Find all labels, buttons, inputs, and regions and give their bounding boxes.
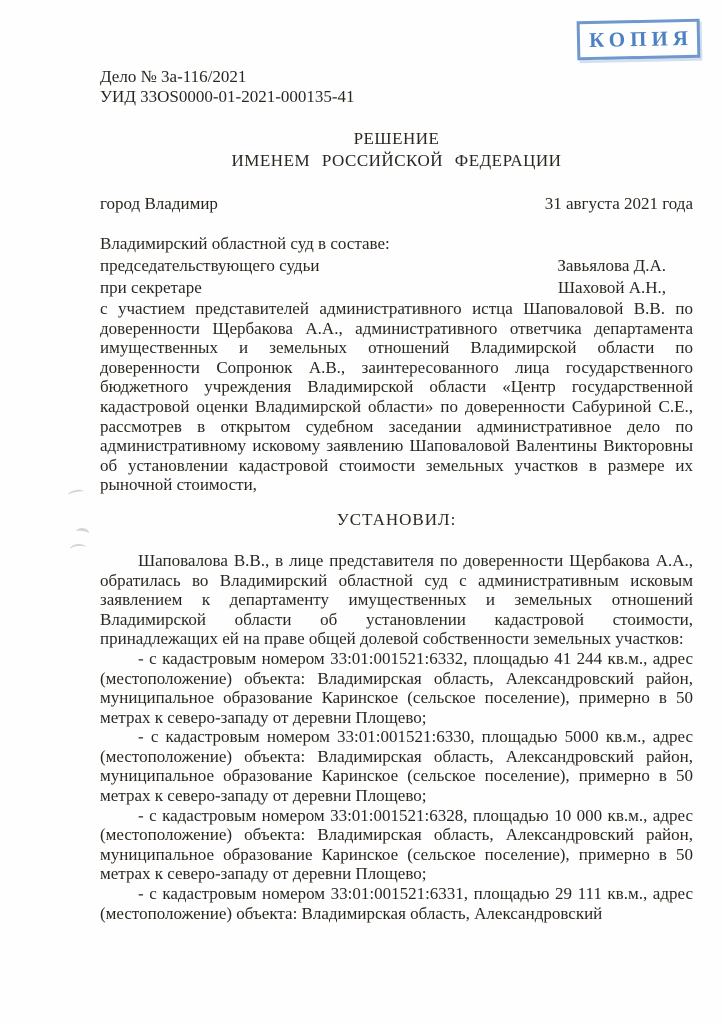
decision-date: 31 августа 2021 года bbox=[544, 194, 693, 213]
judge-label: председательствующего судьи bbox=[100, 256, 320, 275]
margin-scan-mark bbox=[75, 527, 89, 538]
land-plot-item: - с кадастровым номером 33:01:001521:6332, площадью 41 244 кв.м., адрес (местоположение) объекта: Владимирская область, Александровский район, муниципальное образование Каринское (сельское поселение), примерно в 50 метрах к северо-западу от деревни Площево; bbox=[100, 648, 693, 727]
decision-subtitle: ИМЕНЕМ РОССИЙСКОЙ ФЕДЕРАЦИИ bbox=[231, 151, 562, 170]
case-header bbox=[100, 0, 693, 107]
decision-title-block bbox=[100, 128, 693, 172]
judge-row bbox=[100, 255, 693, 277]
participants-paragraph: с участием представителей административного истца Шаповаловой В.В. по доверенности Щербакова А.А., административного ответчика департамента имущественных и земельных отношений Владимирской области по доверенности Сопронюк А.В., заинтересованного лица государственного бюджетного учреждения Владимирской области «Центр государственной кадастровой оценки Владимирской области» по доверенности Сабуриной С.Е., рассмотрев в открытом судебном заседании административное дело по административному исковому заявлению Шаповаловой Валентины Викторовны об установлении кадастровой стоимости земельных участков в размере их рыночной стоимости, bbox=[100, 299, 693, 495]
decision-city: город Владимир bbox=[100, 194, 218, 213]
secretary-row bbox=[100, 277, 693, 299]
land-plot-item: - с кадастровым номером 33:01:001521:6330, площадью 5000 кв.м., адрес (местоположение) объекта: Владимирская область, Александровский район, муниципальное образование Каринское (сельское поселение), примерно в 50 метрах к северо-западу от деревни Площево; bbox=[100, 727, 693, 806]
court-composition-intro: Владимирский областной суд в составе: bbox=[100, 234, 390, 253]
margin-scan-mark bbox=[70, 543, 87, 554]
place-date-row bbox=[100, 193, 693, 214]
margin-scan-mark bbox=[67, 488, 84, 498]
case-uid: УИД 33OS0000-01-2021-000135-41 bbox=[100, 87, 355, 106]
case-number: Дело № 3а-116/2021 bbox=[100, 67, 247, 86]
document-content bbox=[100, 0, 693, 923]
secretary-label: при секретаре bbox=[100, 278, 202, 297]
land-plot-item: - с кадастровым номером 33:01:001521:6331, площадью 29 111 кв.м., адрес (местоположение) объекта: Владимирская область, Александровский bbox=[100, 884, 693, 923]
judge-name: Завьялова Д.А. bbox=[557, 256, 666, 275]
secretary-name: Шаховой А.Н., bbox=[557, 278, 666, 297]
established-heading: УСТАНОВИЛ: bbox=[336, 509, 457, 529]
decision-title: РЕШЕНИЕ bbox=[353, 129, 440, 148]
land-plot-item: - с кадастровым номером 33:01:001521:6328, площадью 10 000 кв.м., адрес (местоположение) объекта: Владимирская область, Александровский район, муниципальное образование Каринское (сельское поселение), примерно в 50 метрах к северо-западу от деревни Площево; bbox=[100, 805, 693, 884]
copy-stamp-label: КОПИЯ bbox=[588, 25, 694, 53]
body-paragraph: Шаповалова В.В., в лице представителя по доверенности Щербакова А.А., обратилась во Владимирский областной суд с административным исковым заявлением к департаменту имущественных и земельных отношений Владимирской области об установлении кадастровой стоимости, принадлежащих ей на праве общей долевой собственности земельных участков: bbox=[100, 550, 693, 649]
